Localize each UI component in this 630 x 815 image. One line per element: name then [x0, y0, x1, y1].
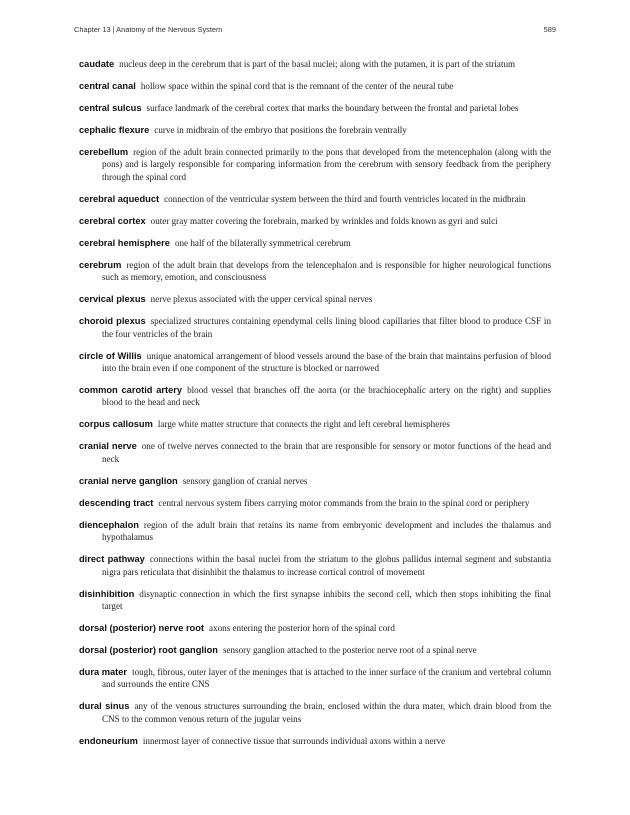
glossary-definition: nucleus deep in the cerebrum that is part of the basal nuclei; along with the putamen, it is part of the striatum	[119, 59, 516, 69]
glossary-entry	[79, 622, 551, 634]
glossary-list	[79, 58, 551, 757]
glossary-definition: large white matter structure that connects the right and left cerebral hemispheres	[157, 419, 450, 430]
glossary-term: choroid plexus	[79, 316, 146, 327]
glossary-entry	[79, 588, 551, 613]
glossary-term: central sulcus	[79, 103, 142, 113]
glossary-entry	[79, 700, 551, 725]
glossary-term: cerebellum	[79, 147, 129, 157]
glossary-definition: outer gray matter covering the forebrain, marked by wrinkles and folds known as gyri and sulci	[150, 215, 498, 226]
glossary-definition: disynaptic connection in which the first synapse inhibits the second cell, which then stops inhibiting the final target	[102, 588, 551, 612]
glossary-entry	[79, 259, 551, 284]
glossary-term: disinhibition	[79, 588, 135, 599]
glossary-entry	[79, 553, 551, 578]
glossary-term: cerebral cortex	[79, 215, 146, 226]
glossary-term: common carotid artery	[79, 385, 183, 396]
glossary-entry	[79, 124, 551, 136]
glossary-definition: nerve plexus associated with the upper cervical spinal nerves	[150, 294, 373, 305]
glossary-term: cranial nerve ganglion	[79, 475, 178, 486]
glossary-definition: central nervous system fibers carrying motor commands from the brain to the spinal cord or periphery	[158, 497, 530, 508]
glossary-definition: region of the adult brain connected primarily to the pons that developed from the metencephalon (along with the pons) and is largely responsible for comparing information from the cerebrum with sensory feedback from the periphery through the spinal cord	[102, 147, 551, 182]
glossary-term: dorsal (posterior) nerve root	[79, 623, 205, 634]
glossary-term: dura mater	[79, 667, 128, 678]
glossary-definition: one of twelve nerves connected to the brain that are responsible for sensory or motor functions of the head and neck	[102, 441, 551, 464]
glossary-entry	[79, 519, 551, 544]
glossary-definition: sensory ganglion attached to the posterior nerve root of a spinal nerve	[222, 645, 477, 656]
glossary-term: direct pathway	[79, 554, 145, 565]
glossary-definition: blood vessel that branches off the aorta (or the brachiocephalic artery on the right) and supplies blood to the head and neck	[102, 385, 551, 408]
glossary-term: cerebrum	[79, 259, 122, 270]
glossary-entry	[79, 644, 551, 656]
glossary-definition: innermost layer of connective tissue that surrounds individual axons within a nerve	[142, 735, 446, 746]
glossary-definition: unique anatomical arrangement of blood vessels around the base of the brain that maintains perfusion of blood into the brain even if one component of the structure is blocked or narrowed	[102, 350, 551, 374]
glossary-entry	[79, 315, 551, 340]
glossary-term: cerebral aqueduct	[79, 193, 160, 204]
glossary-entry	[79, 666, 551, 691]
glossary-entry	[79, 58, 551, 70]
glossary-definition: any of the venous structures surrounding the brain, enclosed within the dura mater, which drain blood from the CNS to the common venous return of the jugular veins	[102, 701, 551, 724]
glossary-term: descending tract	[79, 497, 154, 508]
glossary-entry	[79, 440, 551, 465]
glossary-entry	[79, 384, 551, 409]
glossary-entry	[79, 293, 551, 305]
page-number: 589	[543, 25, 556, 34]
glossary-definition: surface landmark of the cerebral cortex that marks the boundary between the frontal and parietal lobes	[146, 103, 519, 113]
glossary-definition: tough, fibrous, outer layer of the meninges that is attached to the inner surface of the cranium and vertebral column and surrounds the entire CNS	[102, 667, 551, 690]
glossary-definition: specialized structures containing ependymal cells lining blood capillaries that filter blood to produce CSF in the four ventricles of the brain	[102, 316, 551, 339]
glossary-definition: axons entering the posterior horn of the spinal cord	[209, 623, 395, 634]
glossary-entry	[79, 102, 551, 114]
glossary-entry	[79, 193, 551, 205]
glossary-definition: one half of the bilaterally symmetrical cerebrum	[174, 237, 351, 248]
glossary-definition: curve in midbrain of the embryo that positions the forebrain ventrally	[154, 125, 407, 135]
glossary-term: endoneurium	[79, 735, 138, 746]
glossary-term: corpus callosum	[79, 419, 153, 430]
page-header	[74, 25, 556, 39]
glossary-entry	[79, 497, 551, 509]
glossary-entry	[79, 237, 551, 249]
glossary-term: dorsal (posterior) root ganglion	[79, 645, 218, 656]
glossary-term: cervical plexus	[79, 294, 146, 305]
glossary-definition: hollow space within the spinal cord that is the remnant of the center of the neural tube	[140, 81, 454, 91]
glossary-term: diencephalon	[79, 519, 139, 530]
glossary-entry	[79, 418, 551, 430]
glossary-entry	[79, 735, 551, 747]
glossary-entry	[79, 215, 551, 227]
glossary-entry	[79, 80, 551, 92]
glossary-term: circle of Willis	[79, 350, 142, 361]
glossary-entry	[79, 146, 551, 183]
glossary-term: caudate	[79, 59, 115, 69]
glossary-definition: region of the adult brain that retains its name from embryonic development and includes the thalamus and hypothalamus	[102, 519, 551, 543]
glossary-definition: connection of the ventricular system between the third and fourth ventricles located in the midbrain	[164, 193, 526, 204]
glossary-definition: sensory ganglion of cranial nerves	[182, 475, 308, 486]
glossary-definition: region of the adult brain that develops from the telencephalon and is responsible for higher neurological functions such as memory, emotion, and consciousness	[102, 259, 551, 283]
glossary-term: dural sinus	[79, 701, 130, 712]
glossary-entry	[79, 350, 551, 375]
glossary-term: central canal	[79, 81, 136, 91]
glossary-term: cranial nerve	[79, 441, 137, 452]
glossary-entry	[79, 475, 551, 487]
glossary-term: cerebral hemisphere	[79, 237, 170, 248]
glossary-term: cephalic flexure	[79, 125, 150, 135]
chapter-title: Chapter 13 | Anatomy of the Nervous System	[74, 25, 223, 34]
glossary-definition: connections within the basal nuclei from the striatum to the globus pallidus internal segment and substantia nigra pars reticulata that disinhibit the thalamus to increase cortical control of movement	[102, 554, 551, 577]
